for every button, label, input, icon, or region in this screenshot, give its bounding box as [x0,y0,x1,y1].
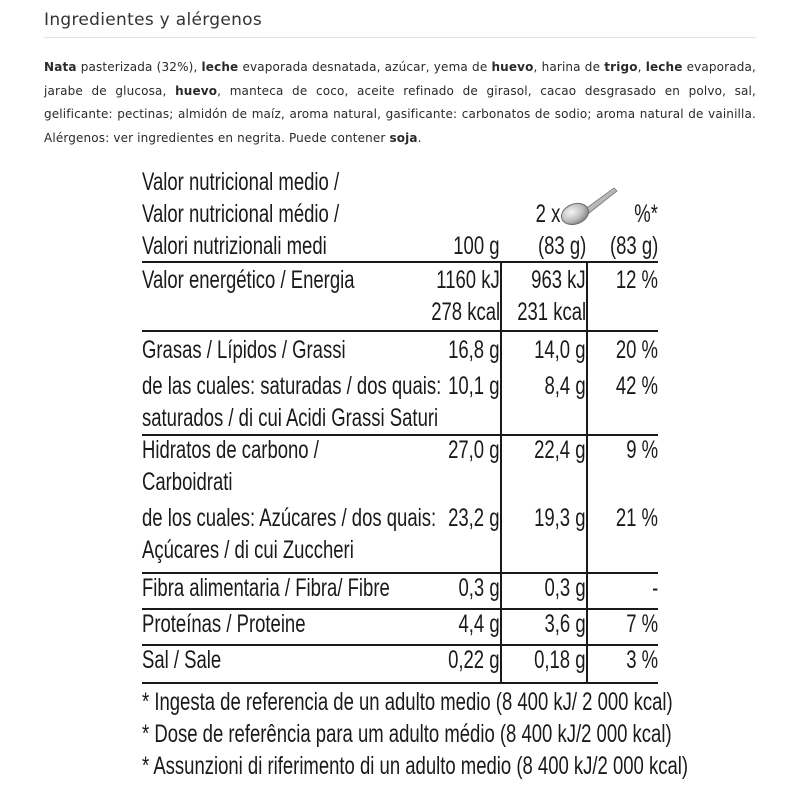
table-divider [142,330,658,332]
title-divider [44,37,756,38]
allergen-term: leche [645,60,683,74]
value-percent: 42 % [615,372,658,400]
ingredient-text: evaporada desnatada, azúcar, yema de [238,60,492,74]
section-title: Ingredientes y alérgenos [44,10,263,30]
header-col-percent-portion: (83 g) [609,232,658,260]
nutrient-label: Fibra alimentaria / Fibra/ Fibre [142,574,390,602]
ingredient-text: , harina de [533,60,605,74]
value-per-100g: 23,2 g [448,504,500,532]
nutrient-label: Açúcares / di cui Zuccheri [142,536,354,564]
nutrient-label: saturados / di cui Acidi Grassi Saturi [142,404,439,432]
allergen-term: trigo [604,60,638,74]
value-per-100g: 10,1 g [448,372,500,400]
nutrient-label: Carboidrati [142,468,233,496]
value-per-portion: 231 kcal [517,298,586,326]
allergen-term: huevo [175,83,218,98]
value-per-100g: 1160 kJ [436,266,500,294]
value-percent: - [651,574,658,602]
nutrient-label: Proteínas / Proteine [142,610,306,638]
value-per-portion: 22,4 g [534,436,586,464]
ingredient-text: pasterizada (32%), [76,60,202,74]
nutrient-label: de las cuales: saturadas / dos quais: [142,372,442,400]
ingredient-text: . [417,130,422,145]
nutrient-label: Grasas / Lípidos / Grassi [142,336,346,364]
nutrient-label: Valor energético / Energia [142,266,355,294]
value-percent: 9 % [626,436,658,464]
value-percent: 3 % [626,646,658,674]
ingredient-text: , [637,60,646,74]
ingredient-text: evaporada, jarabe de glucosa, [44,60,756,98]
nutrient-label: de los cuales: Azúcares / dos quais: [142,504,437,532]
value-percent: 12 % [615,266,658,294]
value-per-portion: 0,18 g [534,646,586,674]
header-label-it: Valori nutrizionali medi [142,232,327,260]
value-per-portion: 8,4 g [544,372,586,400]
table-column-divider [586,261,588,682]
ingredients-text [44,56,756,150]
footnote: * Ingesta de referencia de un adulto medio (8 400 kJ/ 2 000 kcal) [142,688,673,716]
nutrient-label: Sal / Sale [142,646,222,674]
value-percent: 7 % [626,610,658,638]
footnote: * Assunzioni di riferimento di un adulto medio (8 400 kJ/2 000 kcal) [142,752,689,780]
header-portion-count: 2 x [535,200,560,228]
header-col-percent: %* [634,200,658,228]
value-per-100g: 4,4 g [458,610,500,638]
value-per-100g: 27,0 g [448,436,500,464]
allergen-term: leche [201,60,239,74]
header-label-es: Valor nutricional medio / [142,168,340,196]
table-divider [142,261,658,263]
allergen-term: huevo [491,60,534,74]
table-divider [142,682,658,684]
value-percent: 21 % [615,504,658,532]
value-per-portion: 0,3 g [544,574,586,602]
header-col-100g: 100 g [453,232,500,260]
value-per-portion: 963 kJ [531,266,586,294]
allergen-term: Nata [44,60,77,74]
value-per-portion: 3,6 g [544,610,586,638]
footnote: * Dose de referência para um adulto médio (8 400 kJ/2 000 kcal) [142,720,672,748]
value-per-100g: 16,8 g [448,336,500,364]
header-col-portion: (83 g) [537,232,586,260]
nutrient-label: Hidratos de carbono / [142,436,319,464]
value-per-100g: 0,3 g [458,574,500,602]
value-per-100g: 0,22 g [448,646,500,674]
header-label-pt: Valor nutricional médio / [142,200,340,228]
allergen-term: soja [389,130,418,145]
value-per-portion: 19,3 g [534,504,586,532]
spoon-icon [558,184,620,226]
ingredient-text: , manteca de coco, aceite refinado de girasol, cacao desgrasado en polvo, sal, gelificante: pectinas; almidón de maíz, aroma natural, gasificante: carbonatos de sodio; aroma natural de vainilla. Alérgenos: ver ingredientes en negrita. Puede contener [44,83,756,145]
value-per-100g: 278 kcal [431,298,500,326]
value-per-portion: 14,0 g [534,336,586,364]
value-percent: 20 % [615,336,658,364]
